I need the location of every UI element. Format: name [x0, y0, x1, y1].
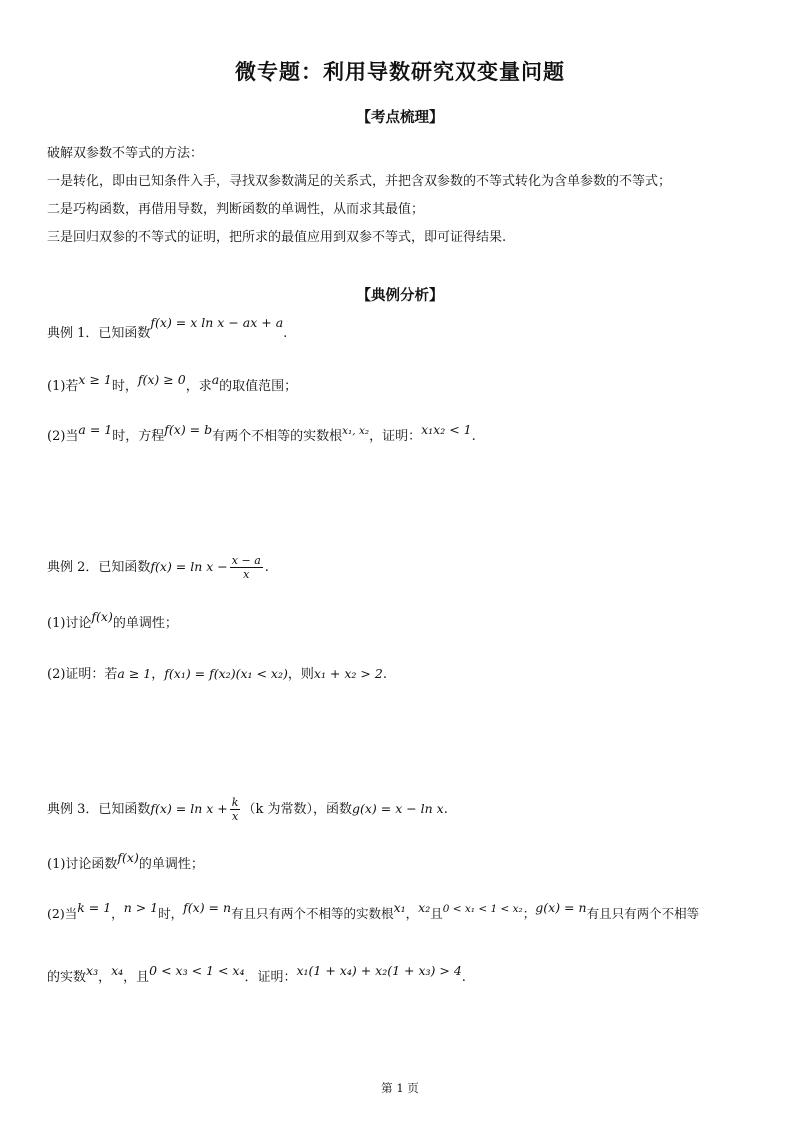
fraction: $\frac{x - a}{x}$: [231, 554, 261, 581]
method-point-1: 一是转化，即由已知条件入手，寻找双参数满足的关系式，并把含双参数的不等式转化为含单参数的不等式；: [47, 174, 672, 189]
example-3-question-1: (1)讨论函数f(x)的单调性；: [47, 850, 204, 872]
example-1-question-2: (2)当a = 1时，方程f(x) = b有两个不相等的实数根$^{x_1, x_2}$，证明：x₁x₂ < 1.: [47, 422, 476, 444]
example-2-question-1: (1)讨论f(x)的单调性；: [47, 609, 178, 631]
method-point-2: 二是巧构函数，再借用导数，判断函数的单调性，从而求其最值；: [47, 202, 425, 217]
example-1-statement: 典例 1．已知函数f(x) = x ln x − ax + a.: [47, 315, 288, 341]
example-2-statement: 典例 2．已知函数f(x) = ln x − $\frac{x - a}{x}$ .: [47, 554, 269, 581]
page-number: 第 1 页: [381, 1081, 419, 1095]
method-intro: 破解双参数不等式的方法：: [47, 146, 204, 161]
fraction: $\frac{k}{x}$: [231, 796, 239, 823]
example-3-statement: 典例 3．已知函数f(x) = ln x + $\frac{k}{x}$ （k 为常数），函数g(x) = x − ln x.: [47, 796, 448, 823]
method-point-3: 三是回归双参的不等式的证明，把所求的最值应用到双参不等式，即可证得结果.: [47, 230, 507, 245]
section-heading-key-points: 【考点梳理】: [356, 110, 444, 126]
function-formula: f(x) = x ln x − ax + a: [150, 315, 284, 330]
example-3-question-2-continued: 的实数x₃，x₄，且0 < x₃ < 1 < x₄．证明：x₁(1 + x₄) + x₂(1 + x₃) > 4.: [47, 963, 466, 985]
section-heading-examples: 【典例分析】: [356, 288, 444, 304]
example-1-question-1: (1)若x ≥ 1时，f(x) ≥ 0，求a的取值范围；: [47, 372, 298, 394]
example-3-question-2: (2)当k = 1，n > 1时，f(x) = n有且只有两个不相等的实数根x₁，x₂且$^{0 < x_1 < 1 < x_2}$；g(x) = n有且只有两个不相等: [47, 900, 700, 921]
example-2-question-2: (2)证明：若a ≥ 1，f(x₁) = f(x₂)(x₁ < x₂)，则x₁ + x₂ > 2.: [47, 666, 387, 682]
page-title: 微专题：利用导数研究双变量问题: [235, 60, 565, 84]
